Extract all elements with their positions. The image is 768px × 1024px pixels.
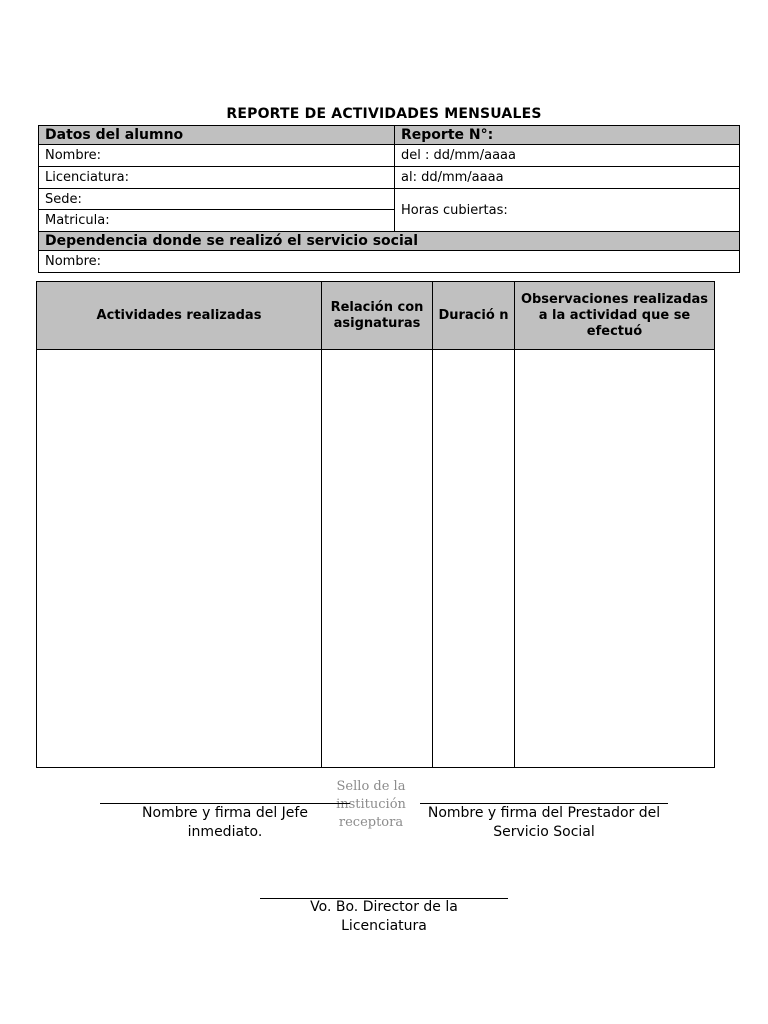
campus-matricula-group (39, 189, 395, 231)
observations-cell[interactable] (515, 350, 714, 767)
student-name-field[interactable]: Nombre: (39, 145, 395, 166)
dependency-header: Dependencia donde se realizó el servicio social (39, 232, 739, 250)
column-header-relation: Relación con asignaturas (322, 282, 433, 349)
activities-cell[interactable] (37, 350, 322, 767)
column-header-activities: Actividades realizadas (37, 282, 322, 349)
institution-stamp-placeholder: Sello de la institución receptora (336, 779, 406, 830)
signature-label-jefe: Nombre y firma del Jefe inmediato. (142, 805, 308, 840)
date-to-field[interactable]: al: dd/mm/aaaa (401, 170, 504, 185)
activities-table-body (37, 350, 714, 767)
relation-cell[interactable] (322, 350, 433, 767)
activities-table-header (37, 282, 714, 350)
student-info-row (39, 189, 739, 232)
column-header-duration: Duració n (433, 282, 515, 349)
hours-covered-field[interactable]: Horas cubiertas: (401, 202, 508, 218)
date-from-field[interactable]: del : dd/mm/aaaa (401, 148, 516, 163)
dependency-header-row (39, 232, 739, 251)
document-title: REPORTE DE ACTIVIDADES MENSUALES (226, 106, 542, 122)
student-info-row (39, 167, 739, 189)
duration-cell[interactable] (433, 350, 515, 767)
activities-table (36, 281, 715, 768)
signature-label-director: Vo. Bo. Director de la Licenciatura (310, 899, 458, 934)
column-header-observations: Observaciones realizadas a la actividad que se efectuó (520, 291, 709, 339)
signature-label-prestador: Nombre y firma del Prestador del Servicio Social (427, 805, 661, 840)
campus-field[interactable]: Sede: (39, 189, 394, 210)
student-info-header-row (39, 126, 739, 145)
report-number-field[interactable]: Reporte N°: (395, 126, 739, 144)
student-id-field[interactable]: Matricula: (45, 213, 110, 228)
dependency-name-field[interactable]: Nombre: (45, 254, 102, 269)
dependency-name-row (39, 251, 739, 272)
student-data-header: Datos del alumno (39, 126, 395, 144)
student-info-table (38, 125, 740, 273)
student-info-row (39, 145, 739, 167)
degree-field[interactable]: Licenciatura: (39, 167, 395, 188)
